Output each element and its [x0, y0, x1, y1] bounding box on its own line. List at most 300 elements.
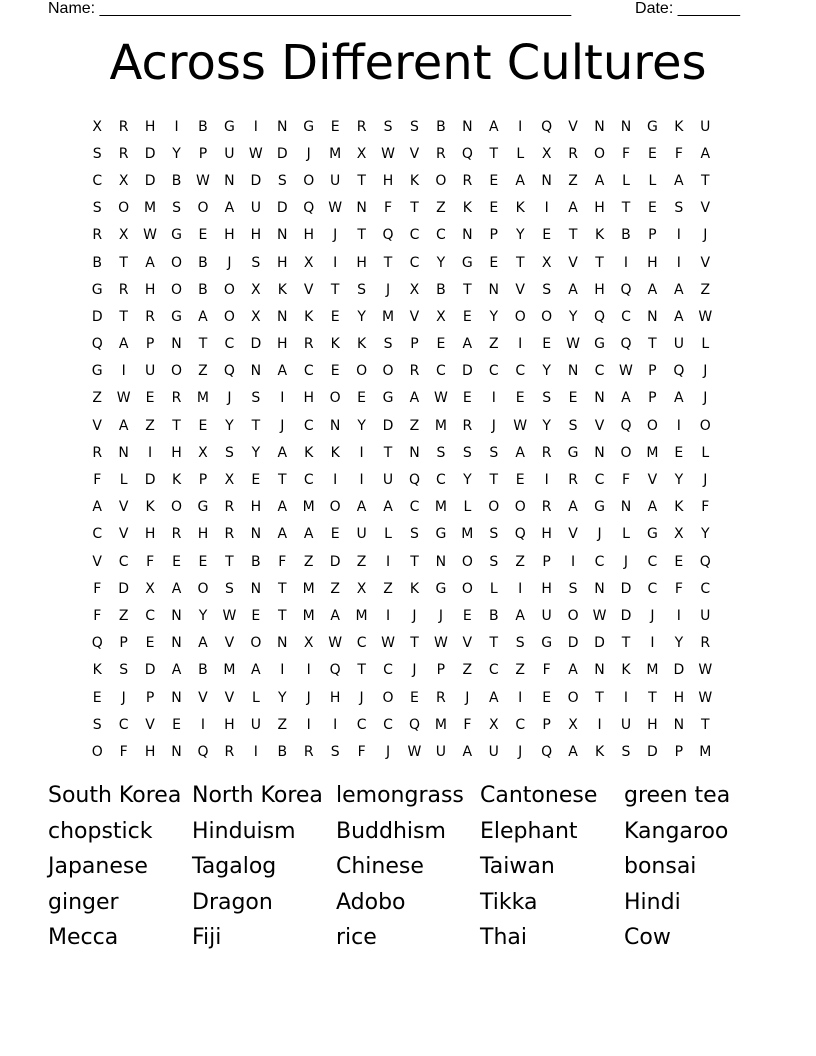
grid-cell[interactable]: B	[198, 662, 208, 679]
grid-cell[interactable]: T	[357, 172, 366, 189]
grid-cell[interactable]: I	[518, 336, 523, 353]
grid-cell[interactable]: F	[384, 200, 393, 217]
grid-cell[interactable]: C	[436, 363, 446, 380]
grid-cell[interactable]: G	[646, 526, 658, 543]
grid-cell[interactable]: A	[674, 308, 684, 325]
grid-cell[interactable]: N	[541, 172, 552, 189]
grid-cell[interactable]: M	[646, 662, 659, 679]
grid-cell[interactable]: E	[674, 444, 684, 461]
grid-cell[interactable]: C	[436, 472, 446, 489]
grid-cell[interactable]: P	[648, 363, 657, 380]
grid-cell[interactable]: F	[621, 472, 630, 489]
grid-cell[interactable]: Q	[329, 662, 341, 679]
grid-cell[interactable]: J	[227, 254, 232, 271]
grid-cell[interactable]: H	[541, 580, 552, 597]
grid-cell[interactable]: Y	[357, 308, 366, 325]
grid-cell[interactable]: V	[462, 635, 473, 652]
grid-cell[interactable]: M	[302, 607, 315, 624]
grid-cell[interactable]: Z	[515, 662, 526, 679]
grid-cell[interactable]: F	[357, 743, 366, 760]
grid-cell[interactable]: X	[251, 281, 261, 298]
grid-cell[interactable]: D	[461, 363, 473, 380]
grid-cell[interactable]: H	[356, 254, 367, 271]
grid-cell[interactable]: H	[197, 526, 209, 543]
grid-cell[interactable]: N	[567, 363, 579, 380]
grid-cell[interactable]: W	[619, 363, 633, 380]
grid-cell[interactable]: C	[647, 580, 658, 597]
grid-cell[interactable]: O	[118, 200, 130, 217]
grid-cell[interactable]: N	[488, 281, 500, 298]
grid-cell[interactable]: R	[356, 118, 367, 135]
grid-cell[interactable]: J	[121, 689, 126, 706]
grid-cell[interactable]: S	[224, 444, 234, 461]
grid-cell[interactable]: R	[700, 635, 711, 652]
grid-cell[interactable]: P	[542, 716, 551, 733]
grid-cell[interactable]: O	[171, 281, 183, 298]
grid-cell[interactable]: E	[330, 308, 340, 325]
grid-cell[interactable]: W	[407, 743, 422, 760]
grid-cell[interactable]: R	[409, 363, 420, 380]
grid-cell[interactable]: Q	[620, 281, 632, 298]
grid-cell[interactable]: U	[144, 363, 156, 380]
grid-cell[interactable]: Q	[197, 743, 209, 760]
grid-cell[interactable]: N	[594, 444, 605, 461]
grid-cell[interactable]: C	[145, 607, 155, 624]
grid-cell[interactable]: C	[303, 472, 314, 489]
grid-cell[interactable]: W	[381, 145, 395, 162]
grid-cell[interactable]: Z	[118, 607, 129, 624]
grid-cell[interactable]: E	[436, 336, 446, 353]
grid-cell[interactable]: M	[434, 499, 447, 516]
grid-cell[interactable]: X	[409, 281, 420, 298]
grid-cell[interactable]: I	[359, 472, 364, 489]
grid-cell[interactable]: Q	[408, 472, 420, 489]
grid-cell[interactable]: Q	[91, 336, 103, 353]
grid-cell[interactable]: A	[674, 172, 684, 189]
grid-cell[interactable]: B	[251, 553, 261, 570]
grid-cell[interactable]: C	[224, 336, 235, 353]
grid-cell[interactable]: X	[224, 472, 235, 489]
grid-cell[interactable]: T	[119, 308, 128, 325]
grid-cell[interactable]: M	[355, 607, 368, 624]
grid-cell[interactable]: Q	[620, 336, 632, 353]
grid-cell[interactable]: K	[277, 281, 287, 298]
grid-cell[interactable]: K	[330, 444, 340, 461]
grid-cell[interactable]: E	[198, 227, 208, 244]
grid-cell[interactable]: H	[594, 281, 605, 298]
grid-cell[interactable]: K	[330, 336, 340, 353]
grid-cell[interactable]: S	[92, 200, 102, 217]
grid-cell[interactable]: Y	[515, 227, 525, 244]
grid-cell[interactable]: B	[92, 254, 103, 271]
grid-cell[interactable]: T	[648, 689, 657, 706]
grid-cell[interactable]: H	[277, 336, 288, 353]
grid-cell[interactable]: O	[171, 254, 183, 271]
grid-cell[interactable]: R	[303, 743, 314, 760]
grid-cell[interactable]: G	[594, 499, 605, 516]
grid-cell[interactable]: C	[515, 716, 526, 733]
grid-cell[interactable]: O	[620, 444, 632, 461]
grid-cell[interactable]: T	[595, 689, 604, 706]
grid-cell[interactable]: U	[620, 716, 632, 733]
grid-cell[interactable]: L	[119, 472, 128, 489]
grid-cell[interactable]: I	[200, 716, 206, 733]
grid-cell[interactable]: A	[277, 444, 288, 461]
grid-cell[interactable]: H	[647, 254, 658, 271]
grid-cell[interactable]: A	[568, 499, 578, 516]
grid-cell[interactable]: V	[409, 145, 420, 162]
grid-cell[interactable]: N	[594, 580, 605, 597]
grid-cell[interactable]: E	[489, 254, 499, 271]
grid-cell[interactable]: O	[303, 172, 315, 189]
grid-cell[interactable]: Z	[488, 336, 499, 353]
grid-cell[interactable]: Y	[674, 635, 684, 652]
grid-cell[interactable]: N	[594, 390, 605, 407]
grid-cell[interactable]: S	[277, 172, 287, 189]
grid-cell[interactable]: F	[93, 607, 102, 624]
grid-cell[interactable]: K	[304, 444, 314, 461]
grid-cell[interactable]: J	[703, 390, 708, 407]
grid-cell[interactable]: S	[92, 716, 102, 733]
grid-cell[interactable]: A	[251, 662, 261, 679]
grid-cell[interactable]: O	[699, 417, 711, 434]
grid-cell[interactable]: W	[143, 227, 158, 244]
grid-cell[interactable]: M	[434, 716, 447, 733]
grid-cell[interactable]: I	[676, 227, 681, 244]
grid-cell[interactable]: E	[357, 390, 367, 407]
grid-cell[interactable]: R	[224, 499, 235, 516]
grid-cell[interactable]: J	[703, 227, 708, 244]
grid-cell[interactable]: W	[433, 635, 448, 652]
grid-cell[interactable]: I	[491, 390, 496, 407]
grid-cell[interactable]: A	[224, 200, 235, 217]
grid-cell[interactable]: X	[356, 145, 367, 162]
grid-cell[interactable]: K	[171, 472, 182, 489]
grid-cell[interactable]: B	[436, 281, 446, 298]
grid-cell[interactable]: F	[674, 145, 683, 162]
grid-cell[interactable]: M	[302, 580, 315, 597]
grid-cell[interactable]: Y	[701, 526, 710, 543]
grid-cell[interactable]: W	[698, 689, 713, 706]
grid-cell[interactable]: Z	[145, 417, 155, 434]
grid-cell[interactable]: T	[648, 336, 657, 353]
grid-cell[interactable]: Z	[92, 390, 103, 407]
grid-cell[interactable]: C	[647, 553, 658, 570]
grid-cell[interactable]: O	[514, 499, 526, 516]
grid-cell[interactable]: F	[93, 472, 102, 489]
grid-cell[interactable]: A	[145, 254, 155, 271]
grid-cell[interactable]: E	[251, 607, 261, 624]
grid-cell[interactable]: U	[700, 118, 711, 135]
grid-cell[interactable]: A	[303, 526, 314, 543]
grid-cell[interactable]: M	[144, 200, 157, 217]
grid-cell[interactable]: V	[198, 689, 208, 706]
grid-cell[interactable]: Y	[463, 472, 472, 489]
grid-cell[interactable]: D	[594, 635, 605, 652]
grid-cell[interactable]: S	[410, 118, 419, 135]
grid-cell[interactable]: K	[145, 499, 155, 516]
grid-cell[interactable]: C	[118, 553, 129, 570]
grid-cell[interactable]: S	[568, 417, 578, 434]
grid-cell[interactable]: N	[620, 499, 632, 516]
grid-cell[interactable]: E	[542, 336, 552, 353]
grid-cell[interactable]: N	[250, 580, 262, 597]
grid-cell[interactable]: S	[621, 743, 631, 760]
grid-cell[interactable]: H	[250, 499, 262, 516]
grid-cell[interactable]: A	[621, 390, 631, 407]
grid-cell[interactable]: N	[620, 118, 632, 135]
grid-cell[interactable]: V	[568, 254, 578, 271]
grid-cell[interactable]: Q	[541, 118, 553, 135]
grid-cell[interactable]: P	[648, 390, 657, 407]
grid-cell[interactable]: X	[436, 308, 446, 325]
grid-cell[interactable]: S	[489, 444, 499, 461]
grid-cell[interactable]: S	[410, 526, 419, 543]
grid-cell[interactable]: J	[385, 281, 391, 298]
grid-cell[interactable]: E	[674, 553, 684, 570]
grid-cell[interactable]: N	[118, 444, 129, 461]
grid-cell[interactable]: J	[412, 607, 417, 624]
grid-cell[interactable]: I	[544, 472, 549, 489]
grid-cell[interactable]: A	[568, 662, 578, 679]
grid-cell[interactable]: O	[171, 499, 183, 516]
grid-cell[interactable]: S	[542, 281, 552, 298]
grid-cell[interactable]: N	[250, 526, 262, 543]
grid-cell[interactable]: W	[248, 145, 263, 162]
grid-cell[interactable]: Y	[251, 444, 261, 461]
grid-cell[interactable]: N	[594, 662, 605, 679]
grid-cell[interactable]: U	[488, 743, 499, 760]
grid-cell[interactable]: Q	[620, 417, 632, 434]
grid-cell[interactable]: V	[224, 635, 235, 652]
grid-cell[interactable]: L	[701, 336, 710, 353]
grid-cell[interactable]: A	[515, 444, 525, 461]
grid-cell[interactable]: V	[409, 308, 420, 325]
grid-cell[interactable]: H	[144, 526, 156, 543]
grid-cell[interactable]: E	[251, 472, 261, 489]
grid-cell[interactable]: J	[703, 363, 708, 380]
grid-cell[interactable]: E	[172, 716, 181, 733]
grid-cell[interactable]: F	[621, 145, 630, 162]
grid-cell[interactable]: S	[674, 200, 684, 217]
grid-cell[interactable]: V	[647, 472, 658, 489]
grid-cell[interactable]: N	[277, 118, 288, 135]
grid-cell[interactable]: J	[280, 417, 285, 434]
grid-cell[interactable]: J	[385, 743, 391, 760]
grid-cell[interactable]: Y	[172, 145, 181, 162]
grid-cell[interactable]: H	[171, 444, 182, 461]
grid-cell[interactable]: F	[542, 662, 551, 679]
grid-cell[interactable]: U	[541, 607, 552, 624]
grid-cell[interactable]: U	[250, 200, 261, 217]
grid-cell[interactable]: E	[198, 553, 208, 570]
grid-cell[interactable]: F	[119, 743, 128, 760]
grid-cell[interactable]: X	[568, 716, 578, 733]
grid-cell[interactable]: C	[409, 499, 420, 516]
grid-cell[interactable]: K	[674, 118, 684, 135]
grid-cell[interactable]: A	[568, 281, 578, 298]
grid-cell[interactable]: G	[541, 635, 553, 652]
grid-cell[interactable]: D	[673, 662, 685, 679]
grid-cell[interactable]: E	[647, 145, 657, 162]
grid-cell[interactable]: V	[145, 716, 155, 733]
grid-cell[interactable]: T	[515, 254, 525, 271]
grid-cell[interactable]: C	[92, 526, 103, 543]
grid-cell[interactable]: Z	[462, 662, 473, 679]
grid-cell[interactable]: T	[278, 580, 287, 597]
grid-cell[interactable]: W	[513, 417, 528, 434]
grid-cell[interactable]: H	[329, 689, 341, 706]
grid-cell[interactable]: O	[382, 689, 394, 706]
grid-cell[interactable]: S	[224, 580, 234, 597]
grid-cell[interactable]: Z	[356, 553, 367, 570]
grid-cell[interactable]: B	[277, 743, 288, 760]
grid-cell[interactable]: I	[280, 390, 285, 407]
grid-cell[interactable]: A	[594, 172, 605, 189]
grid-cell[interactable]: Q	[461, 145, 473, 162]
grid-cell[interactable]: R	[568, 472, 578, 489]
name-field-label[interactable]: Name: _____________________________________________________	[48, 0, 572, 17]
grid-cell[interactable]: I	[518, 689, 523, 706]
grid-cell[interactable]: Q	[514, 526, 526, 543]
grid-cell[interactable]: Y	[568, 308, 578, 325]
grid-cell[interactable]: N	[594, 118, 605, 135]
grid-cell[interactable]: U	[382, 472, 394, 489]
grid-cell[interactable]: H	[224, 716, 235, 733]
grid-cell[interactable]: A	[118, 336, 129, 353]
grid-cell[interactable]: T	[383, 254, 393, 271]
grid-cell[interactable]: T	[225, 553, 234, 570]
grid-cell[interactable]: N	[277, 635, 288, 652]
grid-cell[interactable]: R	[462, 417, 473, 434]
grid-cell[interactable]: N	[329, 417, 341, 434]
grid-cell[interactable]: Q	[699, 553, 711, 570]
grid-cell[interactable]: T	[383, 444, 393, 461]
grid-cell[interactable]: X	[488, 716, 499, 733]
grid-cell[interactable]: E	[410, 689, 419, 706]
grid-cell[interactable]: K	[594, 227, 605, 244]
grid-cell[interactable]: L	[701, 444, 710, 461]
grid-cell[interactable]: Z	[303, 553, 314, 570]
grid-cell[interactable]: R	[92, 227, 103, 244]
grid-cell[interactable]: S	[251, 390, 261, 407]
grid-cell[interactable]: U	[435, 743, 447, 760]
grid-cell[interactable]: M	[329, 145, 342, 162]
grid-cell[interactable]: C	[383, 716, 393, 733]
grid-cell[interactable]: O	[223, 281, 235, 298]
grid-cell[interactable]: S	[92, 145, 102, 162]
grid-cell[interactable]: O	[435, 172, 447, 189]
grid-cell[interactable]: T	[621, 200, 631, 217]
grid-cell[interactable]: H	[673, 689, 685, 706]
grid-cell[interactable]: D	[118, 580, 130, 597]
grid-cell[interactable]: N	[356, 200, 367, 217]
grid-cell[interactable]: W	[381, 635, 395, 652]
grid-cell[interactable]: N	[171, 743, 182, 760]
grid-cell[interactable]: W	[566, 336, 581, 353]
grid-cell[interactable]: I	[518, 118, 523, 135]
grid-cell[interactable]: R	[568, 145, 578, 162]
grid-cell[interactable]: P	[542, 553, 551, 570]
grid-cell[interactable]: T	[278, 472, 287, 489]
grid-cell[interactable]: A	[171, 580, 182, 597]
grid-cell[interactable]: A	[515, 172, 525, 189]
grid-cell[interactable]: V	[118, 499, 129, 516]
grid-cell[interactable]: J	[412, 662, 417, 679]
grid-cell[interactable]: S	[383, 336, 393, 353]
grid-cell[interactable]: R	[92, 444, 103, 461]
grid-cell[interactable]: C	[303, 363, 314, 380]
grid-cell[interactable]: G	[435, 580, 447, 597]
grid-cell[interactable]: A	[647, 499, 658, 516]
grid-cell[interactable]: X	[145, 580, 155, 597]
grid-cell[interactable]: A	[700, 145, 711, 162]
grid-cell[interactable]: Y	[198, 607, 208, 624]
grid-cell[interactable]: R	[541, 444, 552, 461]
grid-cell[interactable]: A	[568, 743, 578, 760]
grid-cell[interactable]: B	[171, 172, 182, 189]
grid-cell[interactable]: E	[542, 227, 552, 244]
grid-cell[interactable]: O	[541, 308, 553, 325]
grid-cell[interactable]: J	[623, 553, 629, 570]
grid-cell[interactable]: H	[303, 227, 314, 244]
grid-cell[interactable]: T	[119, 254, 128, 271]
grid-cell[interactable]: O	[461, 553, 473, 570]
grid-cell[interactable]: D	[382, 417, 394, 434]
grid-cell[interactable]: I	[623, 689, 629, 706]
grid-cell[interactable]: A	[330, 607, 340, 624]
grid-cell[interactable]: W	[328, 635, 343, 652]
grid-cell[interactable]: I	[544, 200, 549, 217]
grid-cell[interactable]: D	[329, 553, 341, 570]
grid-cell[interactable]: I	[121, 363, 126, 380]
grid-cell[interactable]: M	[646, 444, 659, 461]
grid-cell[interactable]: I	[676, 417, 681, 434]
grid-cell[interactable]: T	[701, 716, 710, 733]
grid-cell[interactable]: P	[674, 743, 684, 760]
grid-cell[interactable]: Z	[409, 417, 420, 434]
grid-cell[interactable]: F	[146, 553, 155, 570]
grid-cell[interactable]: E	[198, 417, 208, 434]
grid-cell[interactable]: V	[303, 281, 314, 298]
grid-cell[interactable]: T	[595, 254, 604, 271]
grid-cell[interactable]: U	[356, 526, 367, 543]
grid-cell[interactable]: A	[277, 499, 288, 516]
grid-cell[interactable]: K	[357, 336, 367, 353]
grid-cell[interactable]: I	[571, 553, 576, 570]
grid-cell[interactable]: J	[333, 227, 338, 244]
grid-cell[interactable]: A	[568, 200, 578, 217]
grid-cell[interactable]: T	[410, 553, 419, 570]
grid-cell[interactable]: E	[145, 635, 155, 652]
grid-cell[interactable]: L	[648, 172, 657, 189]
grid-cell[interactable]: N	[277, 227, 288, 244]
grid-cell[interactable]: T	[357, 662, 366, 679]
grid-cell[interactable]: W	[433, 390, 448, 407]
grid-cell[interactable]: C	[356, 716, 367, 733]
grid-cell[interactable]: P	[198, 145, 208, 162]
grid-cell[interactable]: J	[491, 417, 496, 434]
grid-cell[interactable]: S	[515, 635, 525, 652]
grid-cell[interactable]: J	[703, 472, 708, 489]
grid-cell[interactable]: W	[328, 200, 343, 217]
grid-cell[interactable]: Y	[357, 417, 366, 434]
grid-cell[interactable]: I	[623, 254, 629, 271]
grid-cell[interactable]: I	[650, 635, 655, 652]
grid-cell[interactable]: J	[227, 390, 232, 407]
grid-cell[interactable]: Y	[674, 472, 684, 489]
grid-cell[interactable]: G	[461, 254, 473, 271]
